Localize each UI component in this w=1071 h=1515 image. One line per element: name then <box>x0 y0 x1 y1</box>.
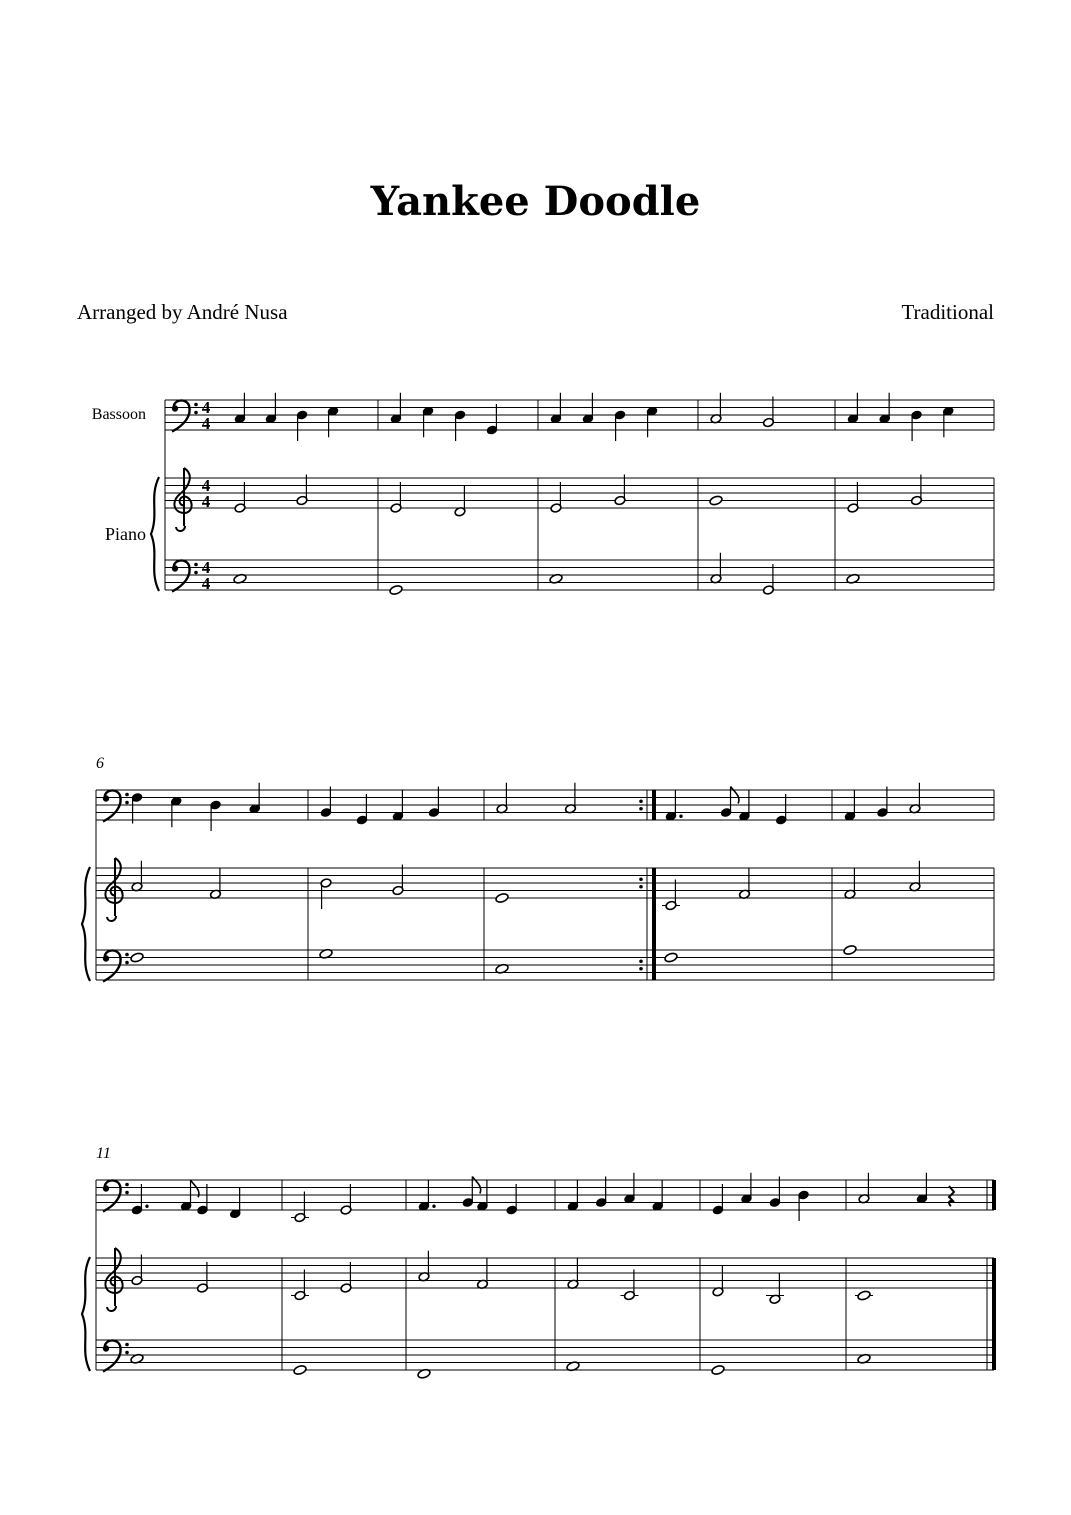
bass-clef-shape <box>103 950 121 981</box>
page-title: Yankee Doodle <box>370 178 701 225</box>
eighth-flag <box>472 1177 480 1194</box>
note-head <box>495 892 509 903</box>
treble-clef-shape <box>105 858 122 921</box>
bass-clef-dot <box>194 563 198 567</box>
bass-clef-icon <box>103 1340 129 1371</box>
treble-clef-icon <box>174 468 191 531</box>
bass-clef-dot <box>194 571 198 575</box>
bass-clef-dot <box>125 1191 129 1195</box>
final-barline <box>992 1258 996 1370</box>
bass-clef-dot <box>103 795 109 801</box>
arranger-credit: Arranged by André Nusa <box>77 300 288 324</box>
bass-clef-dot <box>125 1183 129 1187</box>
augmentation-dot <box>432 1205 435 1208</box>
bass-clef-dot <box>172 405 178 411</box>
bass-clef-shape <box>103 1180 121 1211</box>
repeat-dot <box>639 807 643 811</box>
composer-credit: Traditional <box>901 300 994 324</box>
bass-clef-dot <box>172 565 178 571</box>
measure-number: 11 <box>96 1145 111 1162</box>
bass-clef-dot <box>125 961 129 965</box>
bass-clef-shape <box>172 560 190 591</box>
bassoon-label: Bassoon <box>91 406 146 423</box>
repeat-dot <box>639 799 643 803</box>
bass-clef-dot <box>194 411 198 415</box>
treble-clef-shape <box>174 468 191 531</box>
bass-clef-dot <box>103 1185 109 1191</box>
bass-clef-icon <box>103 1180 129 1211</box>
note-head <box>664 952 678 963</box>
repeat-dot <box>639 885 643 889</box>
bass-clef-dot <box>125 793 129 797</box>
bass-clef-dot <box>125 953 129 957</box>
time-signature-numerator: 4 <box>201 558 211 577</box>
note-head <box>389 584 403 595</box>
note-head <box>843 944 857 955</box>
note-head <box>130 952 144 963</box>
bass-clef-icon <box>172 560 198 591</box>
bass-clef-shape <box>172 400 190 431</box>
repeat-dot <box>639 967 643 971</box>
eighth-flag <box>731 787 739 804</box>
bass-clef-icon <box>103 950 129 981</box>
bass-clef-icon <box>172 400 198 431</box>
piano-label: Piano <box>104 524 146 544</box>
repeat-thick-barline <box>652 868 656 980</box>
measure-number: 6 <box>96 755 104 772</box>
piano-brace <box>151 477 159 591</box>
augmentation-dot <box>145 1205 148 1208</box>
note-head <box>857 1290 871 1301</box>
time-signature-denominator: 4 <box>201 414 211 433</box>
piano-brace <box>82 867 90 981</box>
note-head <box>709 495 723 506</box>
note-head <box>293 1364 307 1375</box>
bass-clef-shape <box>103 790 121 821</box>
repeat-thick-barline <box>652 790 656 820</box>
bass-clef-dot <box>125 1351 129 1355</box>
bass-clef-dot <box>125 1343 129 1347</box>
piano-brace <box>82 1257 90 1371</box>
bass-clef-dot <box>194 403 198 407</box>
note-head <box>711 1364 725 1375</box>
treble-clef-shape <box>105 1248 122 1311</box>
time-signature-denominator: 4 <box>201 574 211 593</box>
bass-clef-dot <box>103 1345 109 1351</box>
time-signature-numerator: 4 <box>201 476 211 495</box>
repeat-dot <box>639 877 643 881</box>
time-signature-numerator: 4 <box>201 398 211 417</box>
bass-clef-shape <box>103 1340 121 1371</box>
bass-clef-icon <box>103 790 129 821</box>
repeat-dot <box>639 959 643 963</box>
final-barline <box>992 1180 996 1210</box>
bass-clef-dot <box>125 801 129 805</box>
time-signature-denominator: 4 <box>201 492 211 511</box>
treble-clef-icon <box>105 858 122 921</box>
treble-clef-icon <box>105 1248 122 1311</box>
augmentation-dot <box>679 815 682 818</box>
bass-clef-dot <box>103 955 109 961</box>
